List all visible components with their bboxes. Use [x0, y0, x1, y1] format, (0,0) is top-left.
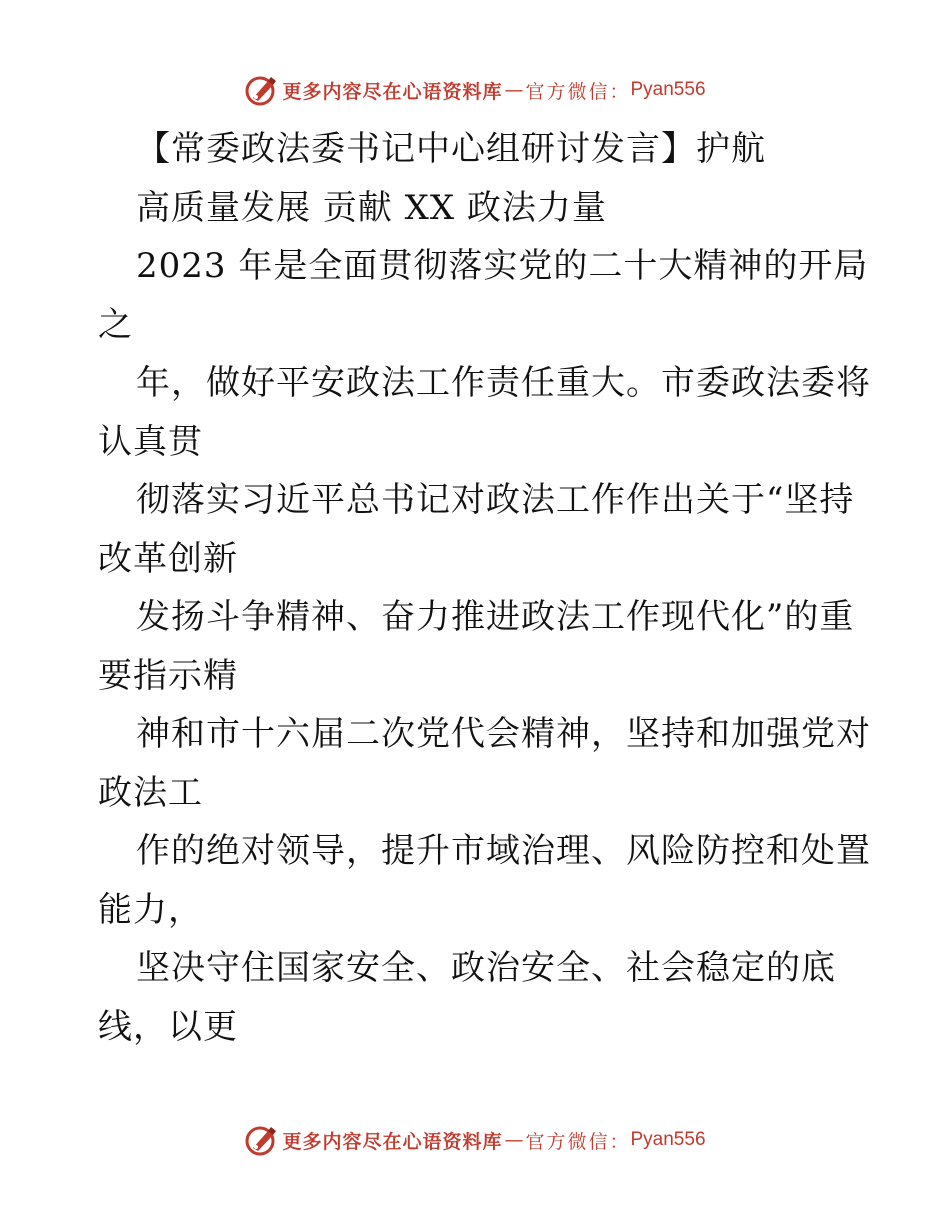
- pen-logo-icon: [244, 73, 278, 107]
- paragraph-line: 要指示精: [98, 655, 238, 696]
- pen-logo-icon: [244, 1123, 278, 1157]
- paragraph-line: 年，做好平安政法工作责任重大。市委政法委将: [136, 363, 871, 403]
- document-body: [98, 120, 888, 1056]
- wechat-label: 官方微信：: [525, 80, 631, 103]
- banner-separator: —: [504, 79, 524, 101]
- brand-text: 更多内容尽在心语资料库: [282, 1130, 503, 1153]
- footer-watermark-banner: [0, 1120, 950, 1160]
- document-title-line-2: 高质量发展 贡献 XX 政法力量: [136, 187, 607, 228]
- document-title-line-1: 【常委政法委书记中心组研讨发言】护航: [136, 129, 766, 169]
- paragraph-line: 能力，: [98, 889, 203, 930]
- paragraph-line: 认真贯: [98, 421, 203, 462]
- paragraph-line: 线，以更: [98, 1006, 238, 1047]
- paragraph-line: 发扬斗争精神、奋力推进政法工作现代化”的重: [136, 597, 855, 637]
- paragraph-line: 彻落实习近平总书记对政法工作作出关于“坚持: [136, 480, 855, 520]
- header-watermark-banner: [0, 70, 950, 110]
- paragraph-line: 政法工: [98, 772, 203, 813]
- paragraph-line: 2023 年是全面贯彻落实党的二十大精神的开局: [136, 246, 869, 286]
- paragraph-line: 坚决守住国家安全、政治安全、社会稳定的底: [136, 948, 836, 988]
- brand-text: 更多内容尽在心语资料库: [282, 80, 503, 103]
- wechat-id: Pyan556: [630, 1129, 706, 1150]
- paragraph-line: 之: [98, 304, 133, 345]
- banner-separator: —: [504, 1129, 524, 1151]
- paragraph-line: 神和市十六届二次党代会精神，坚持和加强党对: [136, 714, 871, 754]
- paragraph-line: 作的绝对领导，提升市域治理、风险防控和处置: [136, 831, 871, 871]
- wechat-id: Pyan556: [630, 79, 706, 100]
- paragraph-line: 改革创新: [98, 538, 238, 579]
- wechat-label: 官方微信：: [525, 1130, 631, 1153]
